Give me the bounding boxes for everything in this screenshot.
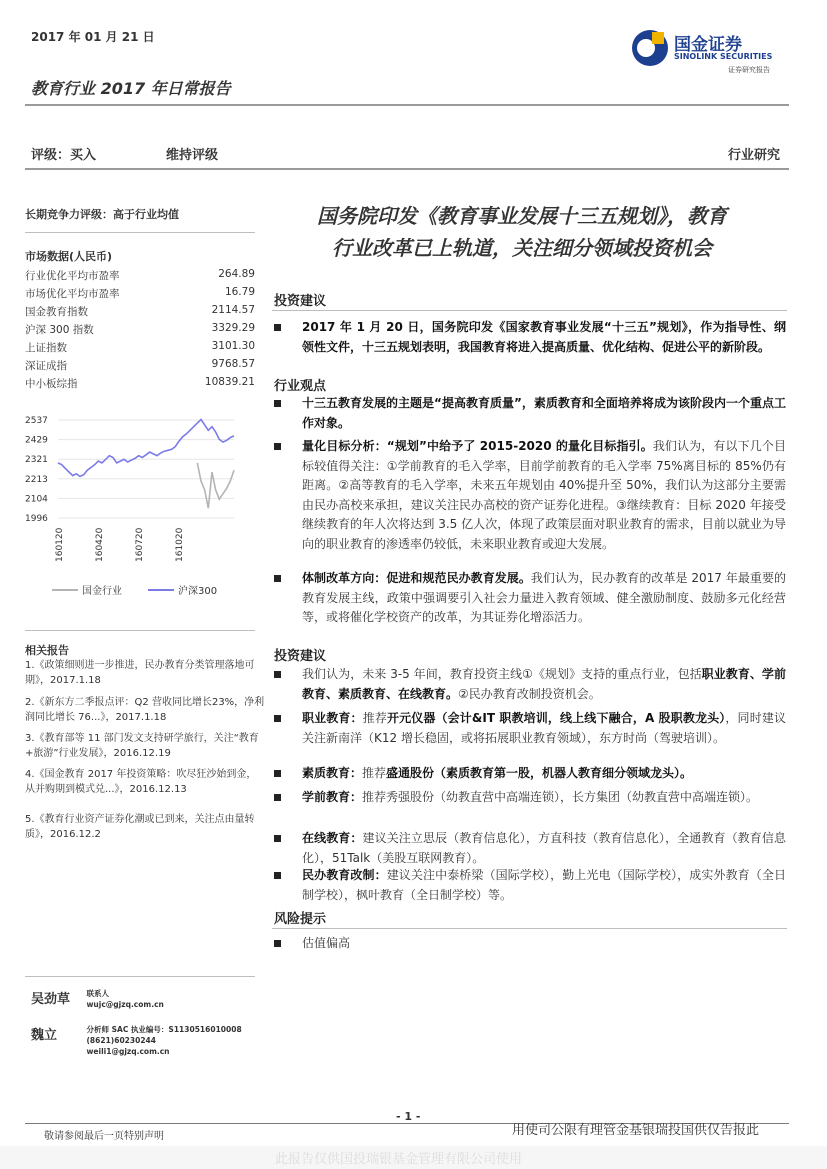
bullet-lead: 素质教育：: [302, 766, 363, 780]
sinolink-logo: [630, 28, 790, 78]
bullet-item: [274, 934, 786, 954]
headline-line: 国务院印发《教育事业发展十三五规划》，教育: [317, 204, 727, 228]
market-label: 沪深 300 指数: [25, 324, 94, 336]
market-value: 264.89: [218, 268, 255, 280]
bullet-text: 推荐: [362, 711, 387, 725]
market-value: 10839.21: [204, 376, 255, 388]
footer-right-text: 用使司公限有理管金基银瑞投国供仅告报此: [512, 1123, 760, 1138]
market-label: 行业优化平均市盈率: [25, 270, 120, 282]
sidebar-divider: [25, 232, 255, 233]
legend-label: 国金行业: [82, 586, 122, 597]
related-report[interactable]: 5.《教育行业资产证券化潮或已到来，关注点由量转质》，2016.12.2: [25, 814, 255, 840]
bullet-lead: 量化目标分析：“规划”中给予了 2015-2020 的量化目标指引。: [302, 439, 653, 453]
section-heading: 风险提示: [274, 912, 327, 927]
series-line-hs300: [58, 420, 234, 477]
bullet-lead: 体制改革方向：促进和规范民办教育发展。: [302, 571, 531, 585]
index-line-chart: [20, 408, 252, 608]
market-row: [25, 286, 255, 302]
market-row: [25, 376, 255, 392]
market-value: 2114.57: [211, 304, 255, 316]
x-tick-label: 160720: [135, 527, 145, 562]
bullet-item: [274, 394, 786, 433]
section-divider: [272, 310, 787, 311]
long-term-rating: 长期竞争力评级：高于行业均值: [25, 208, 179, 221]
market-value: 9768.57: [211, 358, 255, 370]
bullet-item: [274, 829, 786, 868]
bullet-item: [274, 437, 786, 554]
bullet-lead: 学前教育：: [302, 790, 363, 804]
market-label: 国金教育指数: [25, 306, 88, 318]
series-line-guojin: [197, 463, 234, 508]
author-role: 联系人: [86, 989, 109, 998]
y-tick-label: 2429: [25, 435, 48, 446]
author-block: [31, 988, 164, 1010]
market-value: 3329.29: [211, 322, 255, 334]
market-row: [25, 358, 255, 374]
section-heading: 投资建议: [274, 649, 327, 664]
bullet-text: 我们认为，未来 3-5 年间，教育投资主线①《规划》支持的重点行业，包括: [302, 667, 702, 681]
headline-line: 行业改革已上轨道，关注细分领域投资机会: [332, 236, 712, 260]
bullet-text: 估值偏高: [302, 936, 351, 950]
page-number: - 1 -: [396, 1110, 421, 1123]
bullet-text: 建议关注立思辰（教育信息化），方直科技（教育信息化），全通教育（教育信息化），51Talk（美股互联网教育）。: [302, 831, 786, 865]
x-tick-label: 160120: [55, 527, 65, 562]
logo-en: SINOLINK SECURITIES: [674, 52, 773, 61]
industry-research: 行业研究: [727, 148, 780, 163]
y-tick-label: 2104: [25, 494, 48, 505]
disclaimer-notice: 敬请参阅最后一页特别声明: [44, 1131, 164, 1142]
author-sac: 分析师 SAC 执业编号：S1130516010008: [86, 1025, 242, 1034]
market-label: 深证成指: [25, 360, 67, 372]
market-label: 上证指数: [25, 342, 67, 354]
bullet-lead: 在线教育：: [302, 831, 363, 845]
author-email[interactable]: weili1@gjzq.com.cn: [86, 1047, 170, 1056]
bullet-item: [274, 569, 786, 628]
market-data-heading: 市场数据(人民币): [25, 250, 113, 263]
bullet-text: ，同时建议关注新南洋（K12 增长稳固，或将拓展职业教育领域），东方时尚（驾驶培训）。: [302, 711, 786, 745]
rating: 评级：买入: [31, 148, 97, 163]
market-row: [25, 322, 255, 338]
bullet-emphasis: 职业教育、学前教育、素质教育、在线教育。: [302, 667, 786, 701]
x-tick-label: 161020: [175, 527, 185, 562]
market-row: [25, 340, 255, 356]
bullet-item: [274, 866, 786, 905]
logo-mark-icon: [630, 28, 670, 68]
maintain-rating: 维持评级: [166, 148, 219, 163]
author-phone: (8621)60230244: [86, 1036, 156, 1045]
market-value: 16.79: [224, 286, 255, 298]
bullet-item: [274, 318, 786, 357]
bullet-item: [274, 665, 786, 704]
bullet-text: 建议关注中泰桥梁（国际学校），勤上光电（国际学校），成实外教育（全日制学校），枫叶教育（全日制学校）等。: [302, 868, 786, 902]
x-tick-label: 160420: [95, 527, 105, 562]
bullet-lead: 民办教育改制：: [302, 868, 387, 882]
report-date: 2017 年 01 月 21 日: [31, 30, 155, 44]
sidebar-divider: [25, 630, 255, 631]
bullet-text: 我们认为，民办教育的改革是 2017 年最重要的教育发展主线，政策中强调要引入社会力量进入教育领域、健全激励制度、鼓励多元化经营等，或将催化学校资产的改革，为其证券化增添活力。: [302, 571, 786, 624]
bullet-text: 推荐秀强股份（幼教直营中高端连锁），长方集团（幼教直营中高端连锁）。: [362, 790, 759, 804]
y-tick-label: 1996: [25, 514, 48, 524]
bullet-emphasis: 盛通股份（素质教育第一股，机器人教育细分领域龙头）。: [386, 766, 693, 780]
section-heading: 投资建议: [274, 294, 327, 309]
related-report[interactable]: 3.《教育部等 11 部门发文支持研学旅行，关注“教育+旅游”行业发展》，2016.12.19: [25, 733, 259, 759]
related-reports-heading: 相关报告: [25, 644, 69, 657]
related-report[interactable]: 4.《国金教育 2017 年投资策略：吹尽狂沙始到金，从并购期到模式兑...》，2016.12.13: [25, 769, 257, 795]
logo-cn: 国金证券: [674, 35, 742, 55]
rating-divider: [25, 168, 789, 170]
bullet-item: [274, 788, 786, 808]
market-row: [25, 304, 255, 320]
watermark: 此报告仅供国投瑞银基金管理有限公司使用: [275, 1152, 523, 1167]
author-email[interactable]: wujc@gjzq.com.cn: [86, 1000, 164, 1009]
bullet-text: 推荐: [362, 766, 387, 780]
report-title: 教育行业 2017 年日常报告: [31, 79, 231, 98]
section-divider: [272, 928, 787, 929]
sidebar-divider: [25, 976, 255, 977]
author-block: [31, 1024, 242, 1057]
bullet-emphasis: 开元仪器（会计&IT 职教培训，线上线下融合，A 股职教龙头）: [386, 711, 726, 725]
market-value: 3101.30: [211, 340, 255, 352]
section-heading: 行业观点: [274, 379, 327, 394]
logo-sub: 证券研究报告: [728, 66, 770, 74]
y-tick-label: 2213: [25, 474, 48, 485]
bullet-lead: 职业教育：: [302, 711, 363, 725]
related-report[interactable]: 2.《新东方二季报点评：Q2 营收同比增长23%，净利润同比增长 76...》，2017.1.18: [25, 697, 265, 723]
market-label: 市场优化平均市盈率: [25, 288, 120, 300]
bullet-item: [274, 709, 786, 748]
bullet-item: [274, 764, 786, 784]
related-report[interactable]: 1.《政策细则进一步推进，民办教育分类管理落地可期》，2017.1.18: [25, 660, 255, 686]
market-label: 中小板综指: [25, 378, 78, 390]
y-tick-label: 2537: [25, 416, 48, 426]
bullet-text: ②民办教育改制投资机会。: [458, 686, 601, 701]
header-divider: [25, 104, 789, 106]
headline: [262, 200, 782, 264]
legend-label: 沪深300: [178, 586, 218, 597]
bullet-text: 我们认为，有以下几个目标较值得关注：①学前教育的毛入学率，目前学前教育的毛入学率 75%离目标的 85%仍有距离。②高等教育的毛入学率，未来五年规划由 40%提升至 50%，我们认为这部分主要需由民办高校来承担，建议关注民办高校的资产证券化进程。③继续教育：目标 2020 年接受继续教育的年人次将达到 3.5 亿人次，体现了政策层面对职业教育的需求，目前以就业为导向的职业教育的渗透率仍较低，未来职业教育或迎大发展。: [302, 439, 786, 551]
bullet-text: 2017 年 1 月 20 日，国务院印发《国家教育事业发展“十三五”规划》，作为指导性、纲领性文件，十三五规划表明，我国教育将进入提高质量、优化结构、促进公平的新阶段。: [302, 320, 786, 354]
bullet-text: 十三五教育发展的主题是“提高教育质量”，素质教育和全面培养将成为该阶段内一个重点工作对象。: [302, 396, 786, 430]
author-name: 魏立: [31, 1028, 58, 1043]
author-name: 吴劲草: [31, 992, 71, 1007]
y-tick-label: 2321: [25, 455, 48, 466]
market-row: [25, 268, 255, 284]
